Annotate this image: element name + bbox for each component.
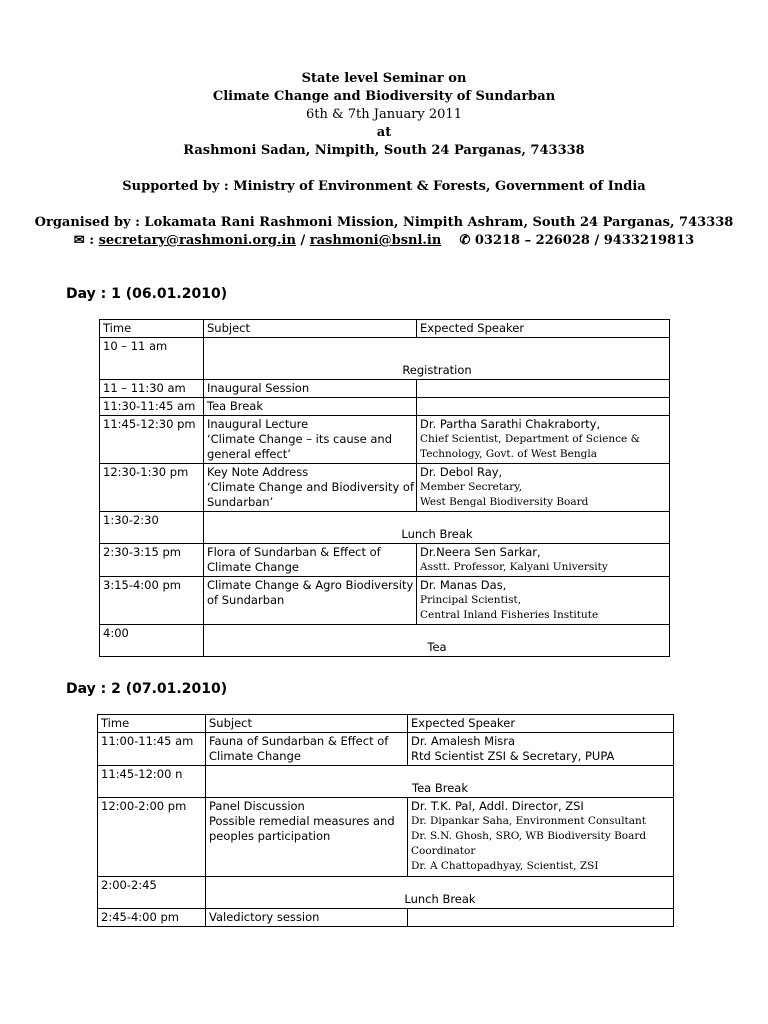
cell-line: Dr. S.N. Ghosh, SRO, WB Biodiversity Board xyxy=(411,830,647,842)
cell-line: Valedictory session xyxy=(209,910,320,924)
column-header: Subject xyxy=(204,320,417,338)
cell-line: Dr. Amalesh Misra xyxy=(411,734,516,748)
supported-by: Supported by : Ministry of Environment & Forests, Government of India xyxy=(122,179,646,194)
cell-line: Chief Scientist, Department of Science & xyxy=(420,433,640,445)
subject-cell xyxy=(204,416,417,464)
phone-icon: ✆ xyxy=(459,233,471,248)
seminar-title-line1: State level Seminar on xyxy=(301,71,467,86)
seminar-at: at xyxy=(376,125,392,140)
cell-line: Fauna of Sundarban & Effect of xyxy=(209,734,389,748)
contact-line xyxy=(74,232,694,250)
seminar-dates: 6th & 7th January 2011 xyxy=(306,107,462,122)
email-link-rashmoni[interactable]: rashmoni@bsnl.in xyxy=(309,233,442,248)
table-row xyxy=(100,398,670,416)
cell-line: Dr. Dipankar Saha, Environment Consultant xyxy=(411,815,647,827)
envelope-icon: ✉ xyxy=(73,233,85,248)
time-cell: 11:00-11:45 am xyxy=(98,733,206,766)
time-cell: 12:30-1:30 pm xyxy=(100,464,204,512)
speaker-cell xyxy=(417,544,670,577)
cell-line: West Bengal Biodiversity Board xyxy=(420,496,589,508)
time-cell: 11 – 11:30 am xyxy=(100,380,204,398)
phone-numbers: 03218 – 226028 / 9433219813 xyxy=(474,233,695,248)
day1-schedule-table xyxy=(99,319,670,657)
organised-by: Organised by : Lokamata Rani Rashmoni Mission, Nimpith Ashram, South 24 Parganas, 743338 xyxy=(34,215,734,230)
cell-line: Dr. Manas Das, xyxy=(420,578,507,592)
cell-line: ‘Climate Change and Biodiversity of xyxy=(207,480,415,494)
cell-line: Central Inland Fisheries Institute xyxy=(420,609,599,621)
cell-line: Member Secretary, xyxy=(420,481,523,493)
cell-line: Principal Scientist, xyxy=(420,594,522,606)
email-link-secretary[interactable]: secretary@rashmoni.org.in xyxy=(98,233,296,248)
subject-cell xyxy=(204,577,417,625)
table-row xyxy=(100,338,670,380)
cell-line: Dr. Debol Ray, xyxy=(420,465,503,479)
cell-line: Rtd Scientist ZSI & Secretary, PUPA xyxy=(411,749,615,763)
subject-cell: Tea Break xyxy=(204,398,417,416)
cell-line: Climate Change xyxy=(209,749,301,763)
merged-cell: Tea Break xyxy=(206,766,674,798)
subject-cell xyxy=(204,464,417,512)
contact-separator: / xyxy=(295,233,310,248)
table-row xyxy=(98,909,674,927)
speaker-cell xyxy=(417,380,670,398)
time-cell: 2:45-4:00 pm xyxy=(98,909,206,927)
time-cell: 12:00-2:00 pm xyxy=(98,798,206,877)
seminar-venue: Rashmoni Sadan, Nimpith, South 24 Parganas, 743338 xyxy=(183,143,585,158)
time-cell: 4:00 xyxy=(100,625,204,657)
subject-cell xyxy=(206,798,408,877)
column-header: Subject xyxy=(206,715,408,733)
table-row xyxy=(98,733,674,766)
subject-cell: Inaugural Session xyxy=(204,380,417,398)
cell-line: Climate Change & Agro Biodiversity xyxy=(207,578,414,592)
table-header-row xyxy=(98,715,674,733)
merged-cell: Registration xyxy=(204,338,670,380)
day2-heading: Day : 2 (07.01.2010) xyxy=(66,681,228,697)
time-cell: 2:30-3:15 pm xyxy=(100,544,204,577)
contact-separator: : xyxy=(84,233,99,248)
merged-cell: Lunch Break xyxy=(206,877,674,909)
table-row xyxy=(100,512,670,544)
cell-line: Key Note Address xyxy=(207,465,309,479)
cell-line: Possible remedial measures and xyxy=(209,814,395,828)
seminar-title-line2: Climate Change and Biodiversity of Sundarban xyxy=(212,89,556,104)
document-header xyxy=(0,70,768,250)
column-header: Expected Speaker xyxy=(417,320,670,338)
merged-cell: Lunch Break xyxy=(204,512,670,544)
time-cell: 2:00-2:45 xyxy=(98,877,206,909)
merged-cell: Tea xyxy=(204,625,670,657)
time-cell: 10 – 11 am xyxy=(100,338,204,380)
column-header: Time xyxy=(98,715,206,733)
cell-line: Sundarban’ xyxy=(207,495,274,509)
subject-cell xyxy=(204,544,417,577)
table-row xyxy=(98,877,674,909)
cell-line: Dr. A Chattopadhyay, Scientist, ZSI xyxy=(411,860,599,872)
speaker-cell xyxy=(417,577,670,625)
column-header: Time xyxy=(100,320,204,338)
cell-line: Asstt. Professor, Kalyani University xyxy=(420,561,608,573)
time-cell: 3:15-4:00 pm xyxy=(100,577,204,625)
day1-heading: Day : 1 (06.01.2010) xyxy=(66,286,228,302)
table-row xyxy=(98,798,674,877)
time-cell: 11:30-11:45 am xyxy=(100,398,204,416)
speaker-cell xyxy=(408,733,674,766)
table-row xyxy=(100,577,670,625)
subject-cell xyxy=(206,909,408,927)
cell-line: Flora of Sundarban & Effect of xyxy=(207,545,381,559)
cell-line: Dr. T.K. Pal, Addl. Director, ZSI xyxy=(411,799,584,813)
day2-schedule-table xyxy=(97,714,674,927)
cell-line: Climate Change xyxy=(207,560,299,574)
time-cell: 11:45-12:00 n xyxy=(98,766,206,798)
column-header: Expected Speaker xyxy=(408,715,674,733)
cell-line: of Sundarban xyxy=(207,593,285,607)
table-header-row xyxy=(100,320,670,338)
cell-line: Dr.Neera Sen Sarkar, xyxy=(420,545,541,559)
table-row xyxy=(100,416,670,464)
cell-line: Panel Discussion xyxy=(209,799,305,813)
speaker-cell xyxy=(417,398,670,416)
table-row xyxy=(100,625,670,657)
table-row xyxy=(98,766,674,798)
speaker-cell xyxy=(417,464,670,512)
table-row xyxy=(100,464,670,512)
cell-line: ‘Climate Change – its cause and xyxy=(207,432,393,446)
cell-line: peoples participation xyxy=(209,829,331,843)
speaker-cell xyxy=(417,416,670,464)
time-cell: 11:45-12:30 pm xyxy=(100,416,204,464)
speaker-cell xyxy=(408,798,674,877)
cell-line: Coordinator xyxy=(411,845,476,857)
subject-cell xyxy=(206,733,408,766)
cell-line: Dr. Partha Sarathi Chakraborty, xyxy=(420,417,601,431)
cell-line: Technology, Govt. of West Bengla xyxy=(420,448,597,460)
time-cell: 1:30-2:30 xyxy=(100,512,204,544)
speaker-cell xyxy=(408,909,674,927)
table-row xyxy=(100,544,670,577)
table-row xyxy=(100,380,670,398)
cell-line: general effect’ xyxy=(207,447,291,461)
cell-line: Inaugural Lecture xyxy=(207,417,309,431)
